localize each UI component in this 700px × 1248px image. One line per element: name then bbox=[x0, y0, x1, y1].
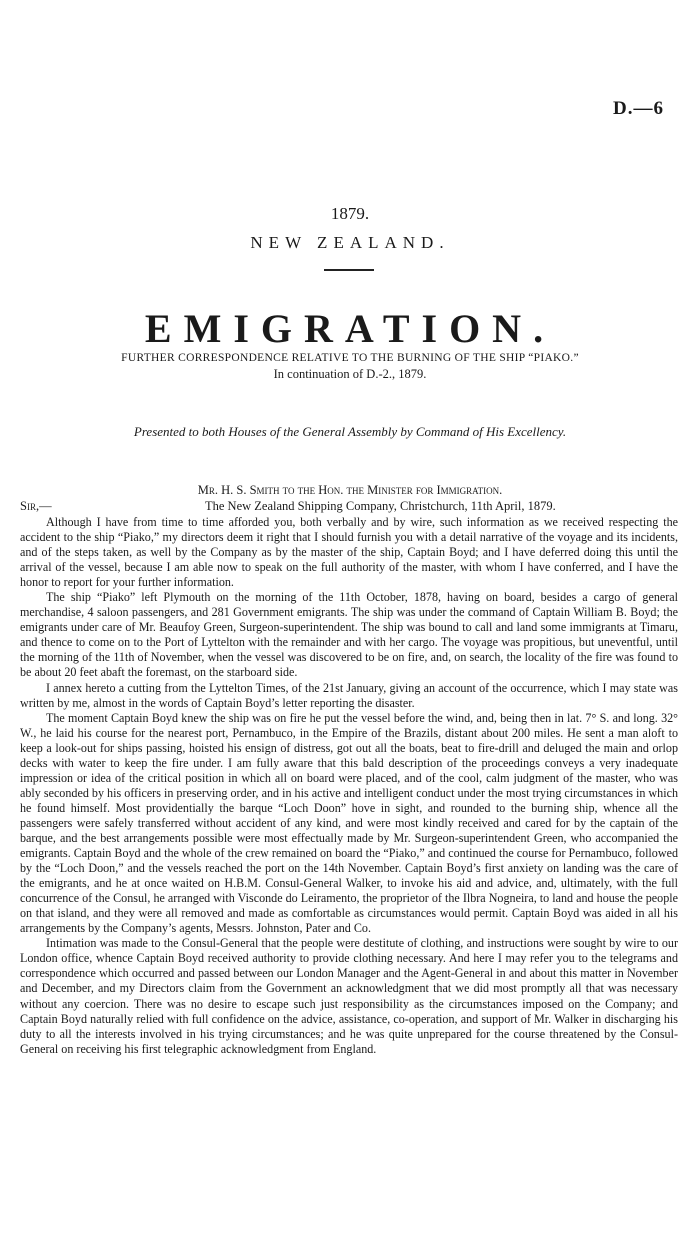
continuation-note: In continuation of D.-2., 1879. bbox=[273, 367, 427, 381]
letter-dateline: The New Zealand Shipping Company, Christchurch, 11th April, 1879. bbox=[205, 499, 556, 513]
letter-salutation: Sir,— bbox=[20, 499, 52, 513]
letter-body bbox=[20, 515, 678, 1057]
letter-paragraph: Although I have from time to time afforded you, both verbally and by wire, such information as we received respecting the accident to the ship “Piako,” my directors deem it right that I should furnish you with a detail narrative of the voyage and its incidents, and of the steps taken, as well by the Company as by the master of the ship, Captain Boyd; and I have deferred doing this until the arrival of the vessel, because I am able now to speak on the full authority of the master, with whom I have conferred, and I have the honor to report for your further information. bbox=[20, 515, 678, 590]
document-subtitle: FURTHER CORRESPONDENCE RELATIVE TO THE BURNING OF THE SHIP “PIAKO.” bbox=[121, 352, 579, 364]
document-reference: D.—6 bbox=[613, 98, 664, 119]
letter-paragraph: Intimation was made to the Consul-General that the people were destitute of clothing, and instructions were sought by wire to our London office, whence Captain Boyd received authority to provide clothing necessary. And here I may refer you to the telegrams and correspondence which occurred and passed between our London Manager and the Agent-General in and about this matter in November and December, and my Directors claim from the Government an acknowledgment that we did most promptly all that was necessary without any coercion. There was no desire to escape such just responsibility as the circumstances imposed on the Company; and Captain Boyd naturally relied with full confidence on the advice, assistance, co-operation, and support of Mr. Walker in discharging his duty to all the interests involved in his trying circumstances; and he was quite unprepared for the course threatened by the Consul-General on receiving his first telegraphic acknowledgment from England. bbox=[20, 936, 678, 1056]
document-year: 1879. bbox=[330, 204, 370, 223]
country-heading: NEW ZEALAND. bbox=[250, 233, 450, 252]
title-divider bbox=[324, 269, 374, 271]
letter-paragraph: The moment Captain Boyd knew the ship was on fire he put the vessel before the wind, and, being then in lat. 7° S. and long. 32° W., he laid his course for the nearest port, Pernambuco, in the Empire of the Brazils, distant about 200 miles. He sent a man aloft to keep a look-out for ships passing, hoisted his ensign of distress, got out all the boats, beat to fire-drill and deluged the main and orlop decks with water to keep the fire under. I am fully aware that this bald description of the proceedings conveys a very inadequate impression or idea of the critical position in which all on board were placed, and of the cool, calm judgment of the master, who was ably seconded by his officers in preserving order, and in his active and intelligent conduct under the most trying circumstances in which he found himself. Most providentially the barque “Loch Doon” hove in sight, and rounded to the burning ship, whence all the passengers were safely transferred without accident of any kind, and were most kindly received and cared for by the captain of the barque, and the best arrangements possible were most effectually made by Mr. Surgeon-superintendent Green, who accompanied the emigrants. Captain Boyd and the whole of the crew remained on board the “Piako,” and continued the course for Pernambuco, followed by the “Loch Doon,” and the vessels reached the port on the 14th November. Captain Boyd’s first anxiety on landing was the care of the emigrants, and he at once waited on H.B.M. Consul-General Walker, to invoke his aid and advice, and, ultimately, with the full concurrence of the Consul, he arranged with Visconde do Leiramento, the proprietor of the Ilbra Nogneira, to land and house the people on that island, and they were all removed and made as comfortable as circumstances would permit. Captain Boyd was aided in all his arrangements by the Company’s agents, Messrs. Johnston, Pater and Co. bbox=[20, 710, 678, 936]
presentation-line: Presented to both Houses of the General Assembly by Command of His Excellency. bbox=[133, 424, 567, 439]
letter-paragraph: The ship “Piako” left Plymouth on the morning of the 11th October, 1878, having on board, besides a cargo of general merchandise, 4 saloon passengers, and 281 Government emigrants. The ship was under the command of Captain William B. Boyd; the emigrants under care of Mr. Beaufoy Green, Surgeon-superintendent. The ship was bound to call and land some immigrants at Timaru, and thence to come on to the Port of Lyttelton with the remainder and with her cargo. The voyage was propitious, but uneventful, until the morning of the 11th of November, when the vessel was discovered to be on fire, and, on search, the locality of the fire was found to be about 20 feet abaft the foremast, on the starboard side. bbox=[20, 590, 678, 680]
document-title: EMIGRATION. bbox=[144, 306, 556, 351]
letter-heading: Mr. H. S. Smith to the Hon. the Minister for Immigration. bbox=[197, 483, 503, 497]
letter-paragraph: I annex hereto a cutting from the Lyttelton Times, of the 21st January, giving an account of the occurrence, which I may state was written by me, almost in the words of Captain Boyd’s letter reporting the disaster. bbox=[20, 680, 678, 710]
